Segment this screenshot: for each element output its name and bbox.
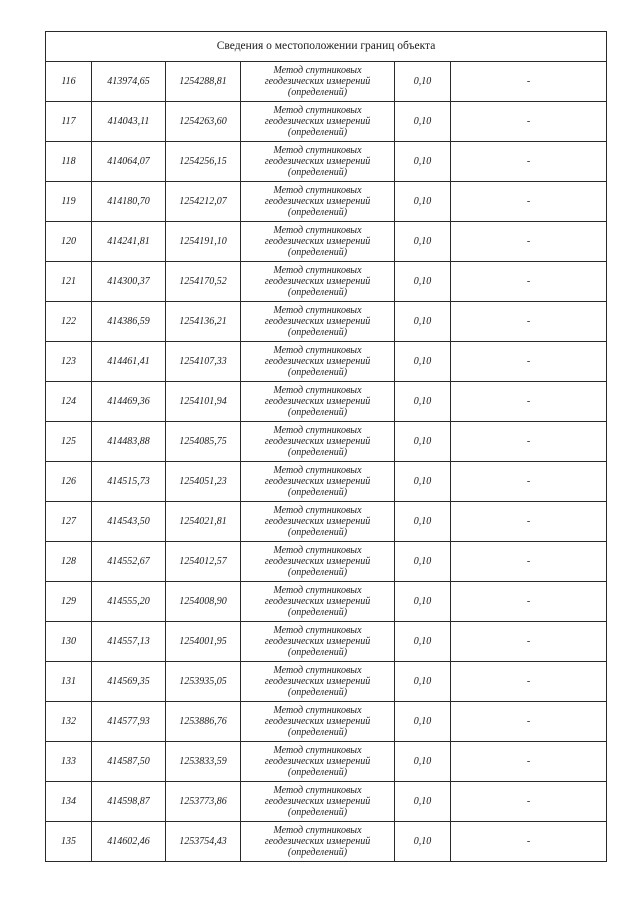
method-line: геодезических измерений	[264, 756, 371, 767]
table-row	[46, 222, 607, 262]
table-title-row	[46, 32, 607, 62]
accuracy-cell: 0,10	[395, 662, 451, 702]
y-coordinate-cell: 1254008,90	[166, 582, 241, 622]
table-row	[46, 302, 607, 342]
note-cell: -	[451, 262, 607, 302]
method-line: Метод спутниковых	[273, 545, 362, 556]
method-line: геодезических измерений	[264, 356, 371, 367]
method-line: геодезических измерений	[264, 556, 371, 567]
method-line: Метод спутниковых	[273, 305, 362, 316]
accuracy-cell: 0,10	[395, 822, 451, 862]
method-line: (определений)	[287, 167, 348, 178]
method-line: Метод спутниковых	[273, 265, 362, 276]
accuracy-cell: 0,10	[395, 182, 451, 222]
method-cell	[241, 142, 395, 182]
note-cell: -	[451, 582, 607, 622]
x-coordinate-cell: 414543,50	[92, 502, 166, 542]
method-line: геодезических измерений	[264, 196, 371, 207]
method-line: геодезических измерений	[264, 156, 371, 167]
y-coordinate-cell: 1254212,07	[166, 182, 241, 222]
point-number-cell: 123	[46, 342, 92, 382]
method-line: (определений)	[287, 367, 348, 378]
y-coordinate-cell: 1254170,52	[166, 262, 241, 302]
method-line: (определений)	[287, 607, 348, 618]
method-cell	[241, 182, 395, 222]
table-row	[46, 742, 607, 782]
method-line: Метод спутниковых	[273, 105, 362, 116]
table-row	[46, 462, 607, 502]
method-line: геодезических измерений	[264, 236, 371, 247]
method-line: Метод спутниковых	[273, 385, 362, 396]
y-coordinate-cell: 1254001,95	[166, 622, 241, 662]
y-coordinate-cell: 1254051,23	[166, 462, 241, 502]
point-number-cell: 116	[46, 62, 92, 102]
table-row	[46, 502, 607, 542]
x-coordinate-cell: 414577,93	[92, 702, 166, 742]
table-row	[46, 422, 607, 462]
method-cell	[241, 542, 395, 582]
x-coordinate-cell: 414483,88	[92, 422, 166, 462]
method-cell	[241, 262, 395, 302]
accuracy-cell: 0,10	[395, 142, 451, 182]
method-line: (определений)	[287, 767, 348, 778]
note-cell: -	[451, 222, 607, 262]
point-number-cell: 135	[46, 822, 92, 862]
note-cell: -	[451, 622, 607, 662]
method-line: Метод спутниковых	[273, 345, 362, 356]
x-coordinate-cell: 414598,87	[92, 782, 166, 822]
x-coordinate-cell: 414241,81	[92, 222, 166, 262]
method-line: геодезических измерений	[264, 396, 371, 407]
accuracy-cell: 0,10	[395, 262, 451, 302]
table-row	[46, 342, 607, 382]
table-row	[46, 542, 607, 582]
point-number-cell: 122	[46, 302, 92, 342]
x-coordinate-cell: 414569,35	[92, 662, 166, 702]
method-line: Метод спутниковых	[273, 425, 362, 436]
method-cell	[241, 422, 395, 462]
method-line: геодезических измерений	[264, 636, 371, 647]
method-line: геодезических измерений	[264, 596, 371, 607]
table-row	[46, 662, 607, 702]
method-line: геодезических измерений	[264, 796, 371, 807]
method-line: (определений)	[287, 487, 348, 498]
method-line: (определений)	[287, 407, 348, 418]
method-line: геодезических измерений	[264, 276, 371, 287]
method-line: Метод спутниковых	[273, 505, 362, 516]
method-line: Метод спутниковых	[273, 65, 362, 76]
note-cell: -	[451, 422, 607, 462]
x-coordinate-cell: 414386,59	[92, 302, 166, 342]
y-coordinate-cell: 1253935,05	[166, 662, 241, 702]
y-coordinate-cell: 1254012,57	[166, 542, 241, 582]
method-line: геодезических измерений	[264, 76, 371, 87]
note-cell: -	[451, 62, 607, 102]
table-row	[46, 262, 607, 302]
note-cell: -	[451, 382, 607, 422]
point-number-cell: 129	[46, 582, 92, 622]
method-cell	[241, 382, 395, 422]
x-coordinate-cell: 414555,20	[92, 582, 166, 622]
note-cell: -	[451, 702, 607, 742]
note-cell: -	[451, 502, 607, 542]
accuracy-cell: 0,10	[395, 502, 451, 542]
y-coordinate-cell: 1254136,21	[166, 302, 241, 342]
table-body	[46, 32, 607, 862]
method-cell	[241, 102, 395, 142]
y-coordinate-cell: 1253886,76	[166, 702, 241, 742]
method-line: геодезических измерений	[264, 476, 371, 487]
accuracy-cell: 0,10	[395, 462, 451, 502]
y-coordinate-cell: 1254256,15	[166, 142, 241, 182]
point-number-cell: 118	[46, 142, 92, 182]
accuracy-cell: 0,10	[395, 622, 451, 662]
accuracy-cell: 0,10	[395, 382, 451, 422]
method-line: Метод спутниковых	[273, 785, 362, 796]
method-line: Метод спутниковых	[273, 185, 362, 196]
accuracy-cell: 0,10	[395, 222, 451, 262]
method-cell	[241, 62, 395, 102]
table-row	[46, 782, 607, 822]
accuracy-cell: 0,10	[395, 782, 451, 822]
method-line: (определений)	[287, 847, 348, 858]
method-line: (определений)	[287, 327, 348, 338]
point-number-cell: 128	[46, 542, 92, 582]
method-line: Метод спутниковых	[273, 465, 362, 476]
method-line: геодезических измерений	[264, 116, 371, 127]
point-number-cell: 134	[46, 782, 92, 822]
boundary-coordinates-table	[45, 31, 607, 862]
method-cell	[241, 502, 395, 542]
method-cell	[241, 742, 395, 782]
method-cell	[241, 822, 395, 862]
method-line: геодезических измерений	[264, 836, 371, 847]
y-coordinate-cell: 1253773,86	[166, 782, 241, 822]
table-row	[46, 182, 607, 222]
accuracy-cell: 0,10	[395, 542, 451, 582]
note-cell: -	[451, 662, 607, 702]
method-cell	[241, 342, 395, 382]
method-line: геодезических измерений	[264, 676, 371, 687]
y-coordinate-cell: 1254107,33	[166, 342, 241, 382]
x-coordinate-cell: 414469,36	[92, 382, 166, 422]
table-row	[46, 582, 607, 622]
table-row	[46, 622, 607, 662]
x-coordinate-cell: 414557,13	[92, 622, 166, 662]
note-cell: -	[451, 462, 607, 502]
table-row	[46, 702, 607, 742]
accuracy-cell: 0,10	[395, 742, 451, 782]
point-number-cell: 117	[46, 102, 92, 142]
method-line: (определений)	[287, 207, 348, 218]
y-coordinate-cell: 1254191,10	[166, 222, 241, 262]
x-coordinate-cell: 414300,37	[92, 262, 166, 302]
x-coordinate-cell: 414180,70	[92, 182, 166, 222]
point-number-cell: 130	[46, 622, 92, 662]
method-cell	[241, 302, 395, 342]
method-cell	[241, 702, 395, 742]
x-coordinate-cell: 414461,41	[92, 342, 166, 382]
y-coordinate-cell: 1254263,60	[166, 102, 241, 142]
method-cell	[241, 782, 395, 822]
point-number-cell: 133	[46, 742, 92, 782]
method-cell	[241, 462, 395, 502]
x-coordinate-cell: 414043,11	[92, 102, 166, 142]
y-coordinate-cell: 1254021,81	[166, 502, 241, 542]
accuracy-cell: 0,10	[395, 342, 451, 382]
table-row	[46, 62, 607, 102]
point-number-cell: 124	[46, 382, 92, 422]
method-line: (определений)	[287, 647, 348, 658]
method-line: Метод спутниковых	[273, 665, 362, 676]
method-line: Метод спутниковых	[273, 145, 362, 156]
point-number-cell: 126	[46, 462, 92, 502]
point-number-cell: 125	[46, 422, 92, 462]
y-coordinate-cell: 1254288,81	[166, 62, 241, 102]
accuracy-cell: 0,10	[395, 422, 451, 462]
note-cell: -	[451, 142, 607, 182]
accuracy-cell: 0,10	[395, 302, 451, 342]
method-line: геодезических измерений	[264, 716, 371, 727]
method-line: (определений)	[287, 527, 348, 538]
x-coordinate-cell: 413974,65	[92, 62, 166, 102]
point-number-cell: 127	[46, 502, 92, 542]
note-cell: -	[451, 102, 607, 142]
point-number-cell: 121	[46, 262, 92, 302]
note-cell: -	[451, 822, 607, 862]
method-cell	[241, 662, 395, 702]
method-line: (определений)	[287, 687, 348, 698]
method-line: (определений)	[287, 87, 348, 98]
method-line: (определений)	[287, 807, 348, 818]
x-coordinate-cell: 414064,07	[92, 142, 166, 182]
method-cell	[241, 222, 395, 262]
accuracy-cell: 0,10	[395, 582, 451, 622]
document-page	[45, 31, 606, 862]
method-line: (определений)	[287, 447, 348, 458]
note-cell: -	[451, 182, 607, 222]
table-row	[46, 142, 607, 182]
method-line: (определений)	[287, 727, 348, 738]
table-row	[46, 102, 607, 142]
y-coordinate-cell: 1254101,94	[166, 382, 241, 422]
method-cell	[241, 622, 395, 662]
method-line: (определений)	[287, 127, 348, 138]
method-line: (определений)	[287, 567, 348, 578]
note-cell: -	[451, 782, 607, 822]
point-number-cell: 132	[46, 702, 92, 742]
y-coordinate-cell: 1253833,59	[166, 742, 241, 782]
x-coordinate-cell: 414587,50	[92, 742, 166, 782]
method-line: Метод спутниковых	[273, 625, 362, 636]
method-line: Метод спутниковых	[273, 745, 362, 756]
table-row	[46, 822, 607, 862]
method-line: Метод спутниковых	[273, 705, 362, 716]
method-line: геодезических измерений	[264, 436, 371, 447]
point-number-cell: 120	[46, 222, 92, 262]
method-line: (определений)	[287, 287, 348, 298]
note-cell: -	[451, 342, 607, 382]
point-number-cell: 131	[46, 662, 92, 702]
x-coordinate-cell: 414515,73	[92, 462, 166, 502]
accuracy-cell: 0,10	[395, 62, 451, 102]
method-line: Метод спутниковых	[273, 225, 362, 236]
method-cell	[241, 582, 395, 622]
x-coordinate-cell: 414552,67	[92, 542, 166, 582]
accuracy-cell: 0,10	[395, 102, 451, 142]
x-coordinate-cell: 414602,46	[92, 822, 166, 862]
method-line: (определений)	[287, 247, 348, 258]
table-row	[46, 382, 607, 422]
table-title: Сведения о местоположении границ объекта	[46, 32, 607, 62]
accuracy-cell: 0,10	[395, 702, 451, 742]
point-number-cell: 119	[46, 182, 92, 222]
y-coordinate-cell: 1253754,43	[166, 822, 241, 862]
method-line: Метод спутниковых	[273, 825, 362, 836]
method-line: геодезических измерений	[264, 316, 371, 327]
method-line: Метод спутниковых	[273, 585, 362, 596]
note-cell: -	[451, 742, 607, 782]
note-cell: -	[451, 542, 607, 582]
y-coordinate-cell: 1254085,75	[166, 422, 241, 462]
method-line: геодезических измерений	[264, 516, 371, 527]
note-cell: -	[451, 302, 607, 342]
